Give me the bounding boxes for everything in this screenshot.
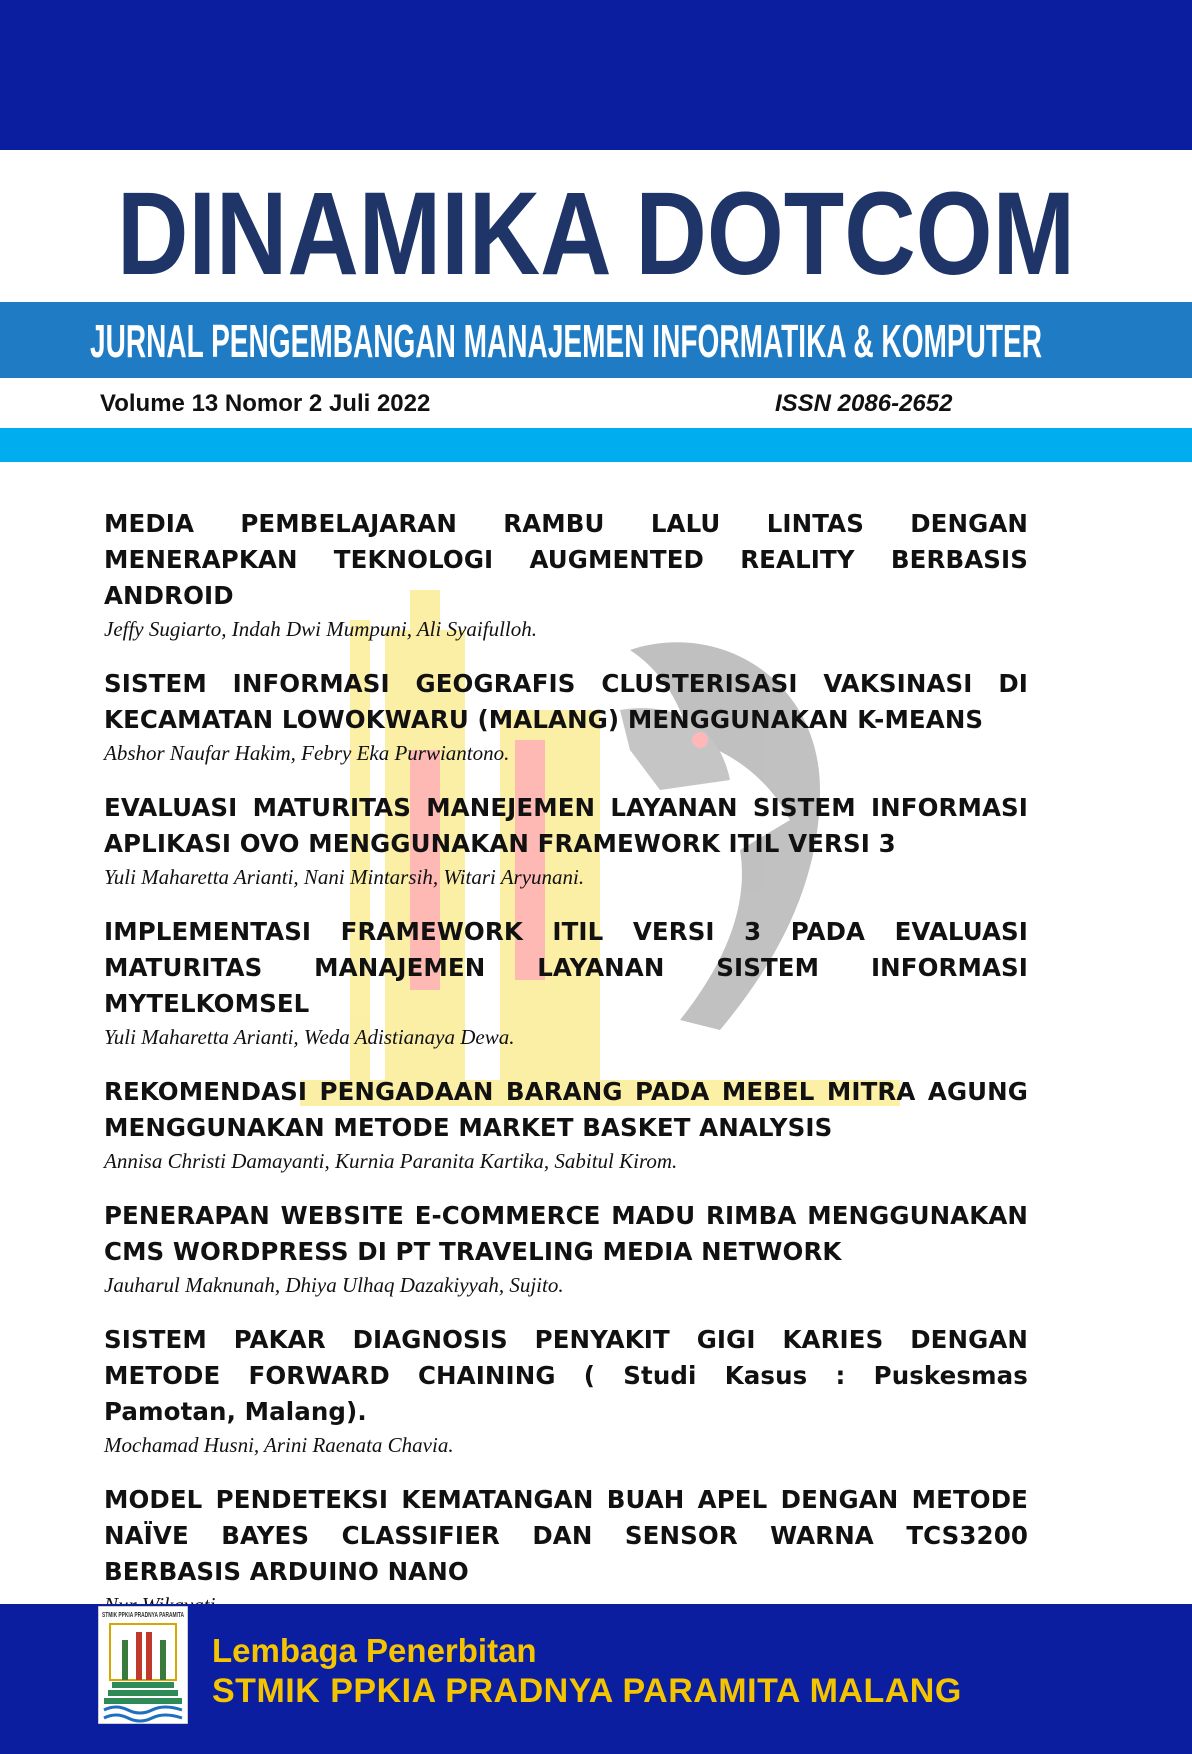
article-title[interactable]: MEDIA PEMBELAJARAN RAMBU LALU LINTAS DENGAN MENERAPKAN TEKNOLOGI AUGMENTED REALITY BERBASIS ANDROID (104, 509, 1028, 610)
article-authors: Annisa Christi Damayanti, Kurnia Paranita Kartika, Sabitul Kirom. (104, 1149, 678, 1173)
article-title[interactable]: IMPLEMENTASI FRAMEWORK ITIL VERSI 3 PADA EVALUASI MATURITAS MANAJEMEN LAYANAN SISTEM INFORMASI MYTELKOMSEL (104, 917, 1028, 1018)
article-title[interactable]: REKOMENDASI PENGADAAN BARANG PADA MEBEL MITRA AGUNG MENGGUNAKAN METODE MARKET BASKET ANALYSIS (104, 1077, 1028, 1142)
volume-info: Volume 13 Nomor 2 Juli 2022 (100, 390, 431, 417)
article-item[interactable] (104, 1322, 1028, 1460)
issn-info: ISSN 2086-2652 (775, 390, 953, 417)
article-item[interactable] (104, 1482, 1028, 1620)
issue-meta-row (0, 380, 1192, 428)
article-authors: Jauharul Maknunah, Dhiya Ulhaq Dazakiyyah, Sujito. (104, 1273, 564, 1297)
logo-text: STMIK PPKIA PRADNYA PARAMITA (102, 1612, 184, 1619)
article-title[interactable]: MODEL PENDETEKSI KEMATANGAN BUAH APEL DENGAN METODE NAÏVE BAYES CLASSIFIER DAN SENSOR WARNA TCS3200 BERBASIS ARDUINO NANO (104, 1485, 1028, 1586)
article-authors: Abshor Naufar Hakim, Febry Eka Purwiantono. (104, 741, 510, 765)
journal-title-text: DINAMIKA DOTCOM (117, 168, 1075, 300)
cyan-band (0, 428, 1192, 462)
journal-subtitle: JURNAL PENGEMBANGAN MANAJEMEN INFORMATIKA & KOMPUTER (90, 315, 1042, 367)
top-navy-band (0, 0, 1192, 150)
journal-title (0, 150, 1192, 300)
article-item[interactable] (104, 666, 1028, 768)
publisher-logo (98, 1606, 188, 1724)
article-title[interactable]: EVALUASI MATURITAS MANEJEMEN LAYANAN SISTEM INFORMASI APLIKASI OVO MENGGUNAKAN FRAMEWORK ITIL VERSI 3 (104, 793, 1028, 858)
article-title[interactable]: PENERAPAN WEBSITE E-COMMERCE MADU RIMBA MENGGUNAKAN CMS WORDPRESS DI PT TRAVELING MEDIA NETWORK (104, 1201, 1028, 1266)
article-item[interactable] (104, 506, 1028, 644)
article-authors: Yuli Maharetta Arianti, Nani Mintarsih, Witari Aryunani. (104, 865, 585, 889)
article-item[interactable] (104, 1074, 1028, 1176)
journal-title-graphic (0, 150, 1192, 300)
article-authors: Yuli Maharetta Arianti, Weda Adistianaya Dewa. (104, 1025, 515, 1049)
publisher-label: Lembaga Penerbitan (212, 1632, 537, 1669)
article-list (104, 506, 1028, 1642)
publisher-name: STMIK PPKIA PRADNYA PARAMITA MALANG (212, 1672, 962, 1710)
article-title[interactable]: SISTEM INFORMASI GEOGRAFIS CLUSTERISASI VAKSINASI DI KECAMATAN LOWOKWARU (MALANG) MENGGUNAKAN K-MEANS (104, 669, 1028, 734)
article-item[interactable] (104, 914, 1028, 1052)
article-item[interactable] (104, 1198, 1028, 1300)
subtitle-band (0, 302, 1192, 378)
article-item[interactable] (104, 790, 1028, 892)
article-authors: Mochamad Husni, Arini Raenata Chavia. (104, 1433, 454, 1457)
article-authors: Jeffy Sugiarto, Indah Dwi Mumpuni, Ali Syaifulloh. (104, 617, 537, 641)
article-title[interactable]: SISTEM PAKAR DIAGNOSIS PENYAKIT GIGI KARIES DENGAN METODE FORWARD CHAINING ( Studi Kasus : Puskesmas Pamotan, Malang). (104, 1325, 1028, 1426)
journal-subtitle-graphic (0, 302, 1192, 378)
